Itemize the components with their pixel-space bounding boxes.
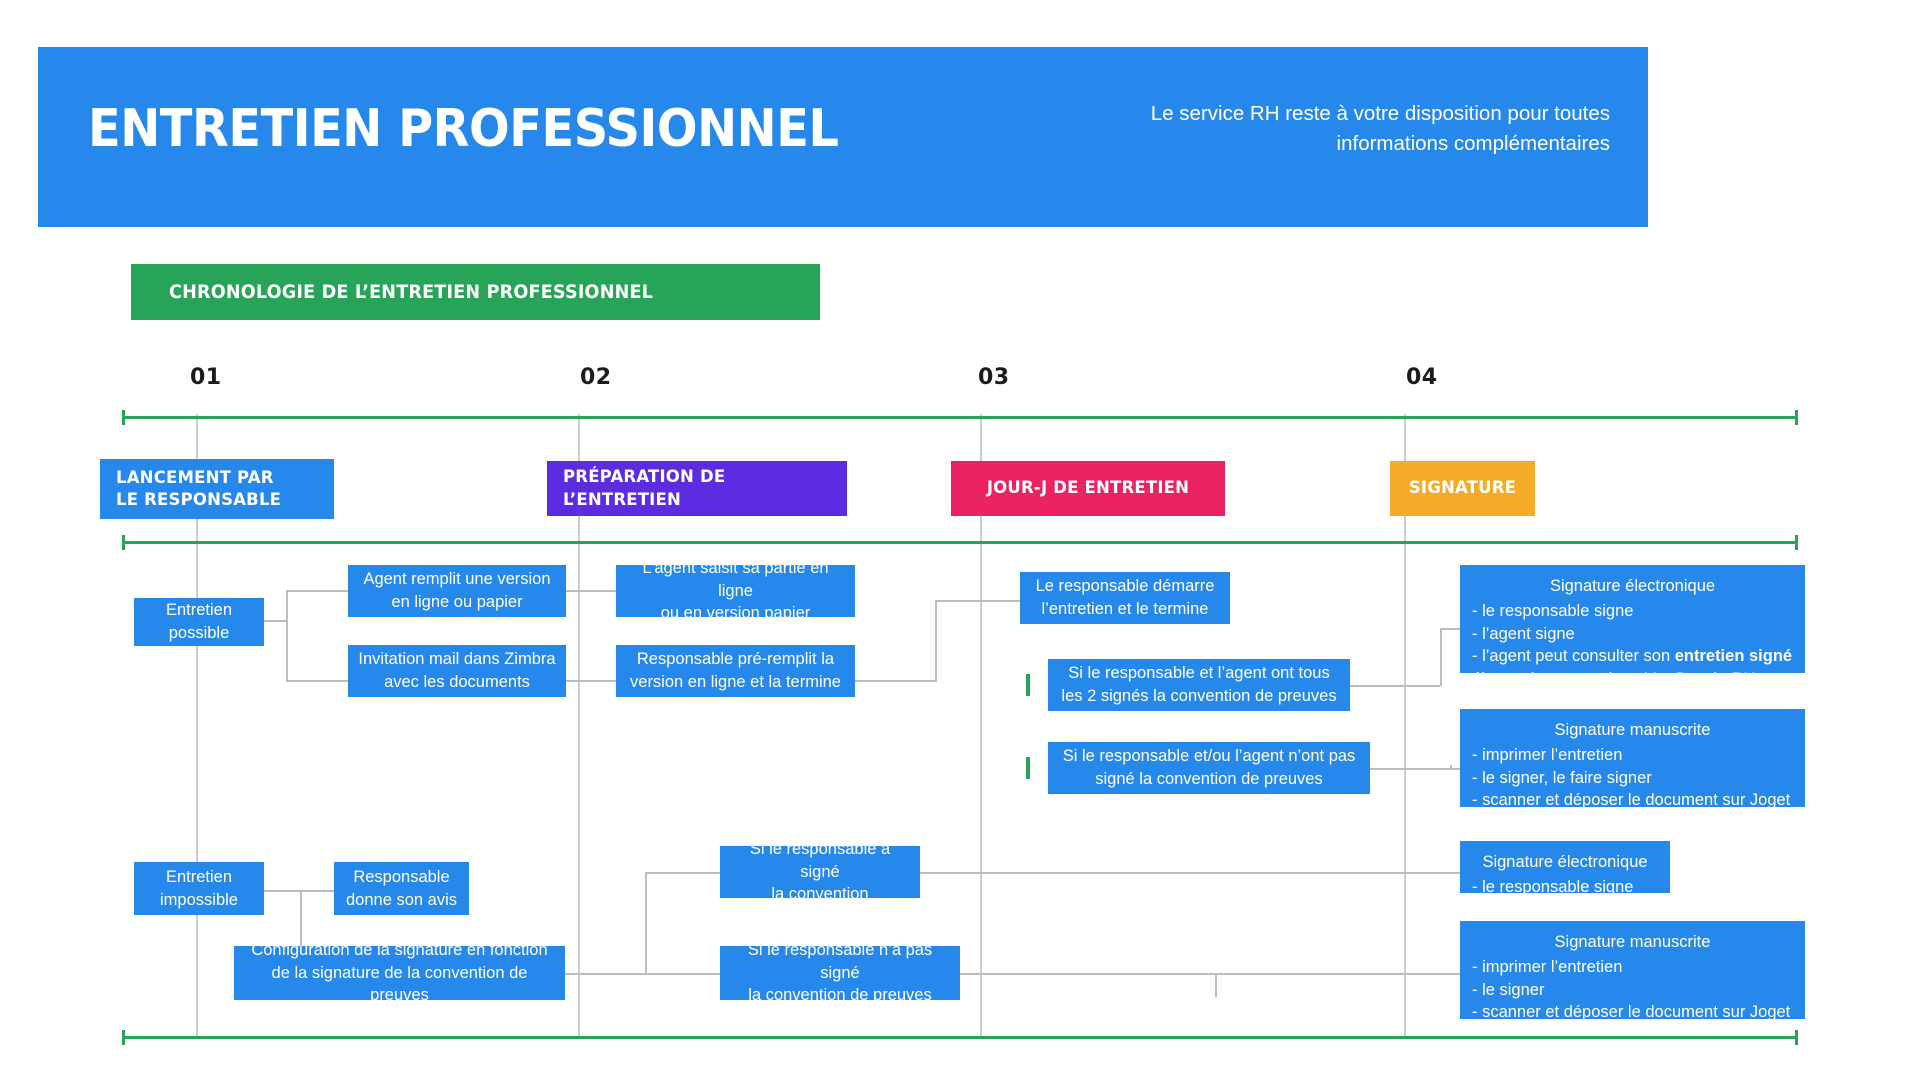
timeline-rail-bottom [122, 1036, 1798, 1039]
step-number-02: 02 [580, 365, 612, 390]
node-signature-manuscrite-2[interactable] [1460, 921, 1805, 1022]
node-configuration-signature[interactable] [234, 940, 565, 1005]
node-entretien-possible[interactable] [134, 598, 264, 646]
phase-label-01[interactable] [100, 459, 334, 519]
node-signature-electronique-1-line-2: - l’agent signe [1472, 624, 1575, 643]
phase-label-02-text: PRÉPARATION DE L’ENTRETIEN [563, 467, 726, 509]
node-responsable-avis[interactable] [334, 862, 469, 915]
connector-resp-signe-to-sig-elec-2 [920, 872, 1460, 874]
node-responsable-a-signe-line-2: la convention [771, 885, 869, 904]
node-agent-saisit-line-2: ou en version papier [660, 604, 811, 623]
node-agent-saisit[interactable] [616, 558, 855, 623]
node-responsable-na-pas-signe[interactable] [720, 940, 960, 1005]
node-agent-saisit-line-1: L’agent saisit sa partie en ligne [642, 558, 829, 600]
tick-two-signed [1026, 674, 1030, 696]
node-deux-signes[interactable] [1048, 659, 1350, 711]
node-agent-remplit-line-1: Agent remplit une version [363, 570, 551, 589]
node-entretien-possible-line-1: Entretien [165, 601, 233, 620]
node-invitation-zimbra-line-1: Invitation mail dans Zimbra [358, 650, 556, 669]
rail-top-cap-right [1795, 410, 1798, 425]
node-responsable-na-pas-signe-line-1: Si le responsable n’a pas signé [747, 940, 933, 982]
connector-possible-to-invitation [286, 680, 348, 682]
node-responsable-avis-line-1: Responsable [353, 867, 450, 886]
node-responsable-preremplit[interactable] [616, 645, 855, 697]
node-non-signes-line-1: Si le responsable et/ou l’agent n’ont pas [1062, 747, 1356, 766]
connector-not-signed-right [1370, 768, 1450, 770]
header-note-line-2: informations complémentaires [1336, 131, 1610, 155]
node-entretien-impossible-line-1: Entretien [165, 867, 233, 886]
node-responsable-a-signe[interactable] [720, 839, 920, 904]
connector-possible-out [262, 620, 286, 622]
header-banner [38, 47, 1648, 227]
node-signature-manuscrite-1[interactable] [1460, 709, 1805, 810]
timeline-rail-middle [122, 541, 1798, 544]
node-signature-electronique-2[interactable] [1460, 841, 1670, 896]
phase-label-03[interactable] [951, 461, 1225, 516]
node-responsable-demarre-line-2: l’entretien et le termine [1041, 600, 1209, 618]
node-deux-signes-line-1: Si le responsable et l’agent ont tous [1068, 664, 1330, 683]
node-responsable-a-signe-line-1: Si le responsable a signé [749, 839, 891, 881]
node-signature-electronique-1-line-1: - le responsable signe [1472, 601, 1634, 620]
node-non-signes-line-2: signé la convention de preuves [1095, 770, 1323, 788]
connector-to-resp-non-signe [645, 973, 720, 975]
connector-to-resp-signe [645, 872, 720, 874]
node-signature-electronique-1-line-3 [1472, 645, 1793, 668]
connector-two-signed-up [1440, 628, 1442, 686]
connector-config-split [645, 872, 647, 974]
node-signature-manuscrite-1-line-2: - le signer, le faire signer [1472, 768, 1652, 787]
connector-possible-to-agent [286, 590, 348, 592]
node-responsable-preremplit-line-2: version en ligne et la termine [630, 673, 841, 691]
section-title-label: CHRONOLOGIE DE L’ENTRETIEN PROFESSIONNEL [169, 282, 654, 303]
node-signature-manuscrite-1-line-1: - imprimer l’entretien [1472, 745, 1623, 764]
rail-top-cap-left [122, 410, 125, 425]
node-signature-manuscrite-1-line-3: - scanner et déposer le document sur Joget [1472, 791, 1791, 810]
node-responsable-demarre-line-1: Le responsable démarre [1035, 577, 1215, 596]
node-signature-manuscrite-2-line-3: - scanner et déposer le document sur Joget [1472, 1003, 1791, 1022]
connector-bottom-drop [1215, 973, 1217, 997]
node-entretien-impossible[interactable] [134, 862, 264, 915]
node-signature-manuscrite-2-line-2: - le signer [1472, 980, 1545, 999]
step-number-01: 01 [190, 365, 222, 390]
section-title-band [131, 264, 820, 320]
connector-to-sig-elec-1 [1440, 628, 1460, 630]
connector-possible-split [286, 590, 288, 682]
node-responsable-demarre[interactable] [1020, 572, 1230, 624]
step-number-04: 04 [1406, 365, 1438, 390]
node-signature-electronique-1[interactable] [1460, 565, 1805, 689]
node-signature-manuscrite-2-title: Signature manuscrite [1554, 933, 1711, 951]
connector-preremplit-up [935, 600, 937, 682]
node-configuration-signature-line-1: Configuration de la signature en fonction [251, 940, 548, 959]
node-entretien-impossible-line-2: impossible [160, 890, 238, 909]
node-agent-remplit-line-2: en ligne ou papier [391, 593, 523, 611]
rail-middle-cap-left [122, 535, 125, 550]
node-responsable-avis-line-2: donne son avis [346, 890, 457, 909]
connector-impossible-to-avis [262, 890, 334, 892]
connector-preremplit-right [855, 680, 935, 682]
node-responsable-na-pas-signe-line-2: la convention de preuves [748, 986, 932, 1005]
step-number-03: 03 [978, 365, 1010, 390]
node-signature-electronique-2-line-1: - le responsable signe [1472, 877, 1634, 896]
node-invitation-zimbra-line-2: avec les documents [384, 673, 530, 691]
connector-agent-to-saisit [566, 590, 616, 592]
node-signature-manuscrite-2-line-1: - imprimer l’entretien [1472, 957, 1623, 976]
node-responsable-preremplit-line-1: Responsable pré-remplit la [636, 650, 835, 669]
node-signature-electronique-1-line-3b: entretien signé [1674, 647, 1793, 666]
connector-config-right [565, 973, 645, 975]
header-note-line-1: Le service RH reste à votre disposition pour toutes [1150, 102, 1610, 125]
timeline-rail-top [122, 416, 1798, 419]
connector-invitation-to-preremplit [566, 680, 616, 682]
phase-label-02[interactable] [547, 461, 847, 516]
node-signature-electronique-1-title: Signature électronique [1549, 577, 1716, 595]
phase-label-04[interactable] [1390, 461, 1535, 516]
phase-label-01-line-2: LE RESPONSABLE [116, 490, 282, 509]
node-non-signes[interactable] [1048, 742, 1370, 794]
connector-to-demarre [935, 600, 1020, 602]
node-signature-electronique-2-title: Signature électronique [1482, 853, 1648, 871]
page-title: ENTRETIEN PROFESSIONNEL [88, 99, 839, 159]
phase-label-04-text: SIGNATURE [1408, 478, 1517, 498]
rail-bottom-cap-left [122, 1030, 125, 1045]
rail-bottom-cap-right [1795, 1030, 1798, 1045]
node-entretien-possible-line-2: possible [168, 624, 230, 642]
connector-resp-non-signe-to-sig-manu-2 [960, 973, 1460, 975]
tick-not-signed [1026, 757, 1030, 779]
connector-two-signed-right [1350, 685, 1440, 687]
node-signature-electronique-1-line-3a: - l’agent peut consulter son [1472, 647, 1675, 666]
rail-middle-cap-right [1795, 535, 1798, 550]
node-agent-remplit[interactable] [348, 565, 566, 617]
node-invitation-zimbra[interactable] [348, 645, 566, 697]
phase-label-01-line-1: LANCEMENT PAR [116, 467, 274, 487]
node-signature-electronique-1-line-4: électroniquement dans MonDossierRH [1472, 670, 1756, 689]
node-deux-signes-line-2: les 2 signés la convention de preuves [1061, 687, 1337, 705]
node-configuration-signature-line-2: de la signature de la convention de preuves [271, 963, 528, 1005]
header-note [1010, 99, 1610, 158]
phase-label-03-text: JOUR-J DE ENTRETIEN [986, 478, 1190, 498]
node-signature-manuscrite-1-title: Signature manuscrite [1554, 721, 1711, 739]
